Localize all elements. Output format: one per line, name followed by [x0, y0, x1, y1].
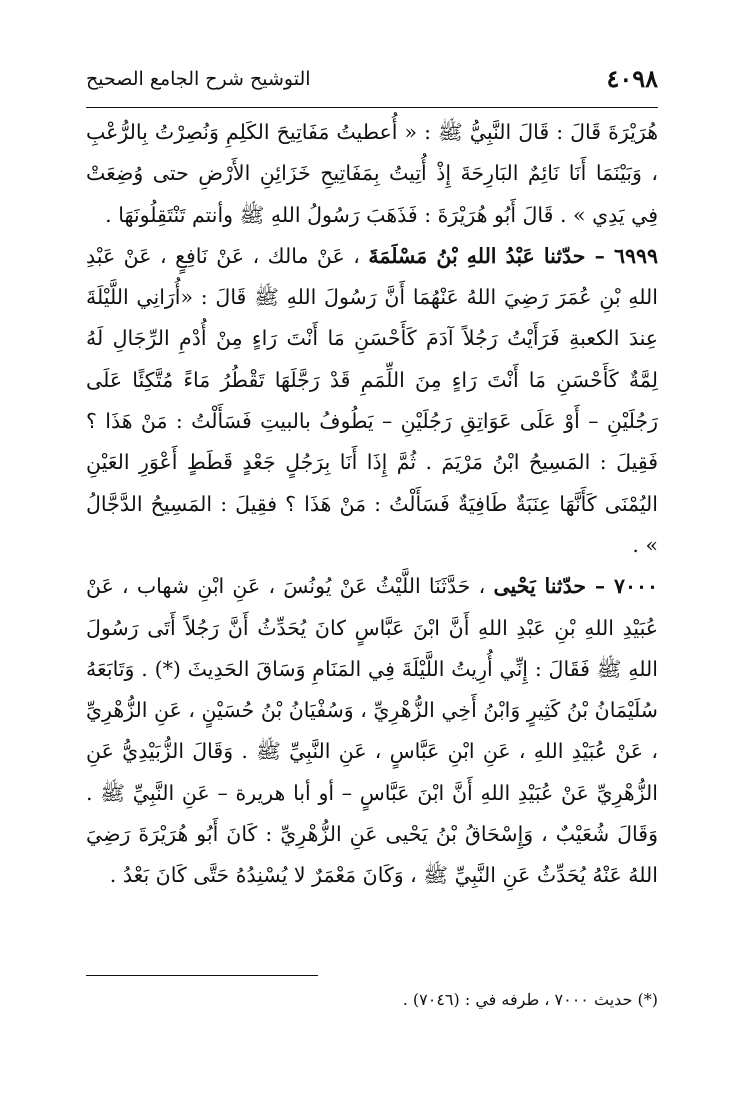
hadith-7000-chain-start: ٧٠٠٠ – حدّثنا يَحْيى — [493, 574, 658, 599]
hadith-6999-text: ، عَنْ مالك ، عَنْ نَافِعٍ ، عَنْ عَبْدِ اللهِ بْنِ عُمَرَ رَضِيَ اللهُ عَنْهُمَا أَنَّ رَسُولَ اللهِ ﷺ قَالَ : «أُرَانِي اللَّيْلَةَ عِندَ الكعبةِ فَرَأَيْتُ رَجُلاً آدَمَ كَأَحْسَنِ مَا أَنْتَ رَاءٍ مِنْ أُدْمِ الرِّجَالِ لَهُ لِمَّةٌ كَأَحْسَنِ مَا أَنْتَ رَاءٍ مِنَ اللِّمَمِ قَدْ رَجَّلَهَا تَقْطُرُ مَاءً مُتَّكِئًا عَلَى رَجُلَيْنِ – أَوْ عَلَى عَوَاتِقِ رَجُلَيْنِ – يَطُوفُ بالبيتِ فَسَأَلْتُ : مَنْ هَذَا ؟ فَقِيلَ : المَسِيحُ ابْنُ مَرْيَمَ . ثُمَّ إِذَا أَنَا بِرَجُلٍ جَعْدٍ قَطَطٍ أَعْوَرِ العَيْنِ اليُمْنَى كَأَنَّهَا عِنَبَةٌ طَافِيَةٌ فَسَأَلْتُ : مَنْ هَذَا ؟ فقِيلَ : المَسِيحُ الدَّجَّالُ » . — [86, 243, 658, 557]
running-header — [86, 62, 658, 102]
hadith-6999-chain-start: ٦٩٩٩ – حدّثنا عَبْدُ اللهِ بْنُ مَسْلَمَةَ — [368, 243, 658, 268]
hadith-7000-text: ، حَدَّثَنَا اللَّيْثُ عَنْ يُونُسَ ، عَنِ ابْنِ شهاب ، عَنْ عُبَيْدِ اللهِ بْنِ عَبْدِ اللهِ أَنَّ ابْنَ عَبَّاسٍ كانَ يُحَدِّثُ أَنَّ رَجُلاً أَتَى رَسُولَ اللهِ ﷺ فَقَالَ : إِنِّي أُرِيتُ اللَّيْلَةَ فِي المَنَامِ وَسَاقَ الحَدِيثَ (*) . وَتَابَعَهُ سُلَيْمَانُ بْنُ كَثِيرٍ وَابْنُ أَخِي الزُّهْرِيِّ ، وَسُفْيَانُ بْنُ حُسَيْنٍ ، عَنِ الزُّهْرِيِّ ، عَنْ عُبَيْدِ اللهِ ، عَنِ ابْنِ عَبَّاسٍ ، عَنِ النَّبِيِّ ﷺ . وَقَالَ الزُّبَيْدِيُّ عَنِ الزُّهْرِيِّ عَنْ عُبَيْدِ اللهِ أَنَّ ابْنَ عَبَّاسٍ – أو أبا هريرة – عَنِ النَّبِيِّ ﷺ . وَقَالَ شُعَيْبٌ ، وَإِسْحَاقُ بْنُ يَحْيى عَنِ الزُّهْرِيِّ : كَانَ أَبُو هُرَيْرَةَ رَضِيَ اللهُ عَنْهُ يُحَدِّثُ عَنِ النَّبِيِّ ﷺ ، وَكَانَ مَعْمَرٌ لا يُسْنِدُهُ حَتَّى كَانَ بَعْدُ . — [86, 574, 658, 888]
book-title: التوشيح شرح الجامع الصحيح — [86, 68, 311, 90]
footnote: (*) حديث ٧٠٠٠ ، طرفه في : (٧٠٤٦) . — [402, 990, 658, 1009]
hadith-6999 — [86, 236, 658, 566]
main-text — [86, 112, 658, 897]
footnote-rule — [86, 975, 318, 976]
page-number: ٤٠٩٨ — [606, 64, 658, 93]
hadith-7000 — [86, 566, 658, 896]
header-rule — [86, 107, 658, 108]
paragraph-continuation: هُرَيْرَةَ قَالَ : قَالَ النَّبِيُّ ﷺ : « أُعطيتُ مَفَاتِيحَ الكَلِمِ وَنُصِرْتُ بِالرُّعْبِ ، وَبَيْنَمَا أَنَا نَائِمٌ البَارِحَةَ إِذْ أُتِيتُ بِمَفَاتِيحِ خَزَائِنِ الأَرْضِ حتى وُضِعَتْ فِي يَدِي » . قَالَ أَبُو هُرَيْرَةَ : فَذَهَبَ رَسُولُ اللهِ ﷺ وأنتم تَنْتَقِلُونَهَا . — [86, 120, 658, 227]
